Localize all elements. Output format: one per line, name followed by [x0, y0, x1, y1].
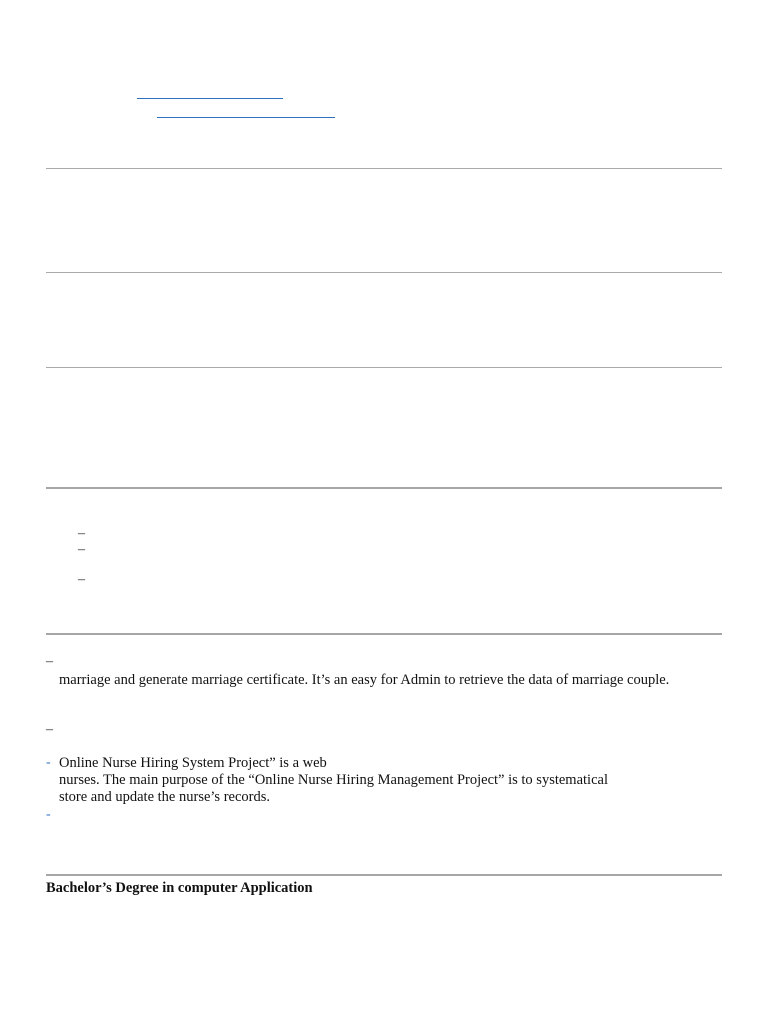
project-nurse-line-2: nurses. The main purpose of the “Online Nurse Hiring Management Project” is to systematical: [59, 772, 608, 788]
education-degree: Bachelor’s Degree in computer Application: [46, 880, 313, 896]
contact-link-1[interactable]: [137, 98, 283, 99]
section-divider: [46, 633, 722, 635]
project-nurse-line-3: store and update the nurse’s records.: [59, 789, 270, 805]
list-bullet: –: [78, 572, 85, 587]
list-bullet: –: [78, 526, 85, 541]
list-bullet: -: [46, 755, 51, 770]
section-divider: [46, 874, 722, 876]
list-bullet: –: [46, 722, 53, 737]
list-bullet: –: [46, 654, 53, 669]
list-bullet: -: [46, 807, 51, 822]
project-marriage-description: marriage and generate marriage certificate. It’s an easy for Admin to retrieve the data of marriage couple.: [59, 672, 670, 688]
project-nurse-line-1: Online Nurse Hiring System Project” is a web: [59, 755, 327, 771]
section-divider: [46, 168, 722, 169]
section-divider: [46, 272, 722, 273]
list-bullet: –: [78, 542, 85, 557]
contact-link-2[interactable]: [157, 117, 335, 118]
section-divider: [46, 487, 722, 489]
section-divider: [46, 367, 722, 368]
